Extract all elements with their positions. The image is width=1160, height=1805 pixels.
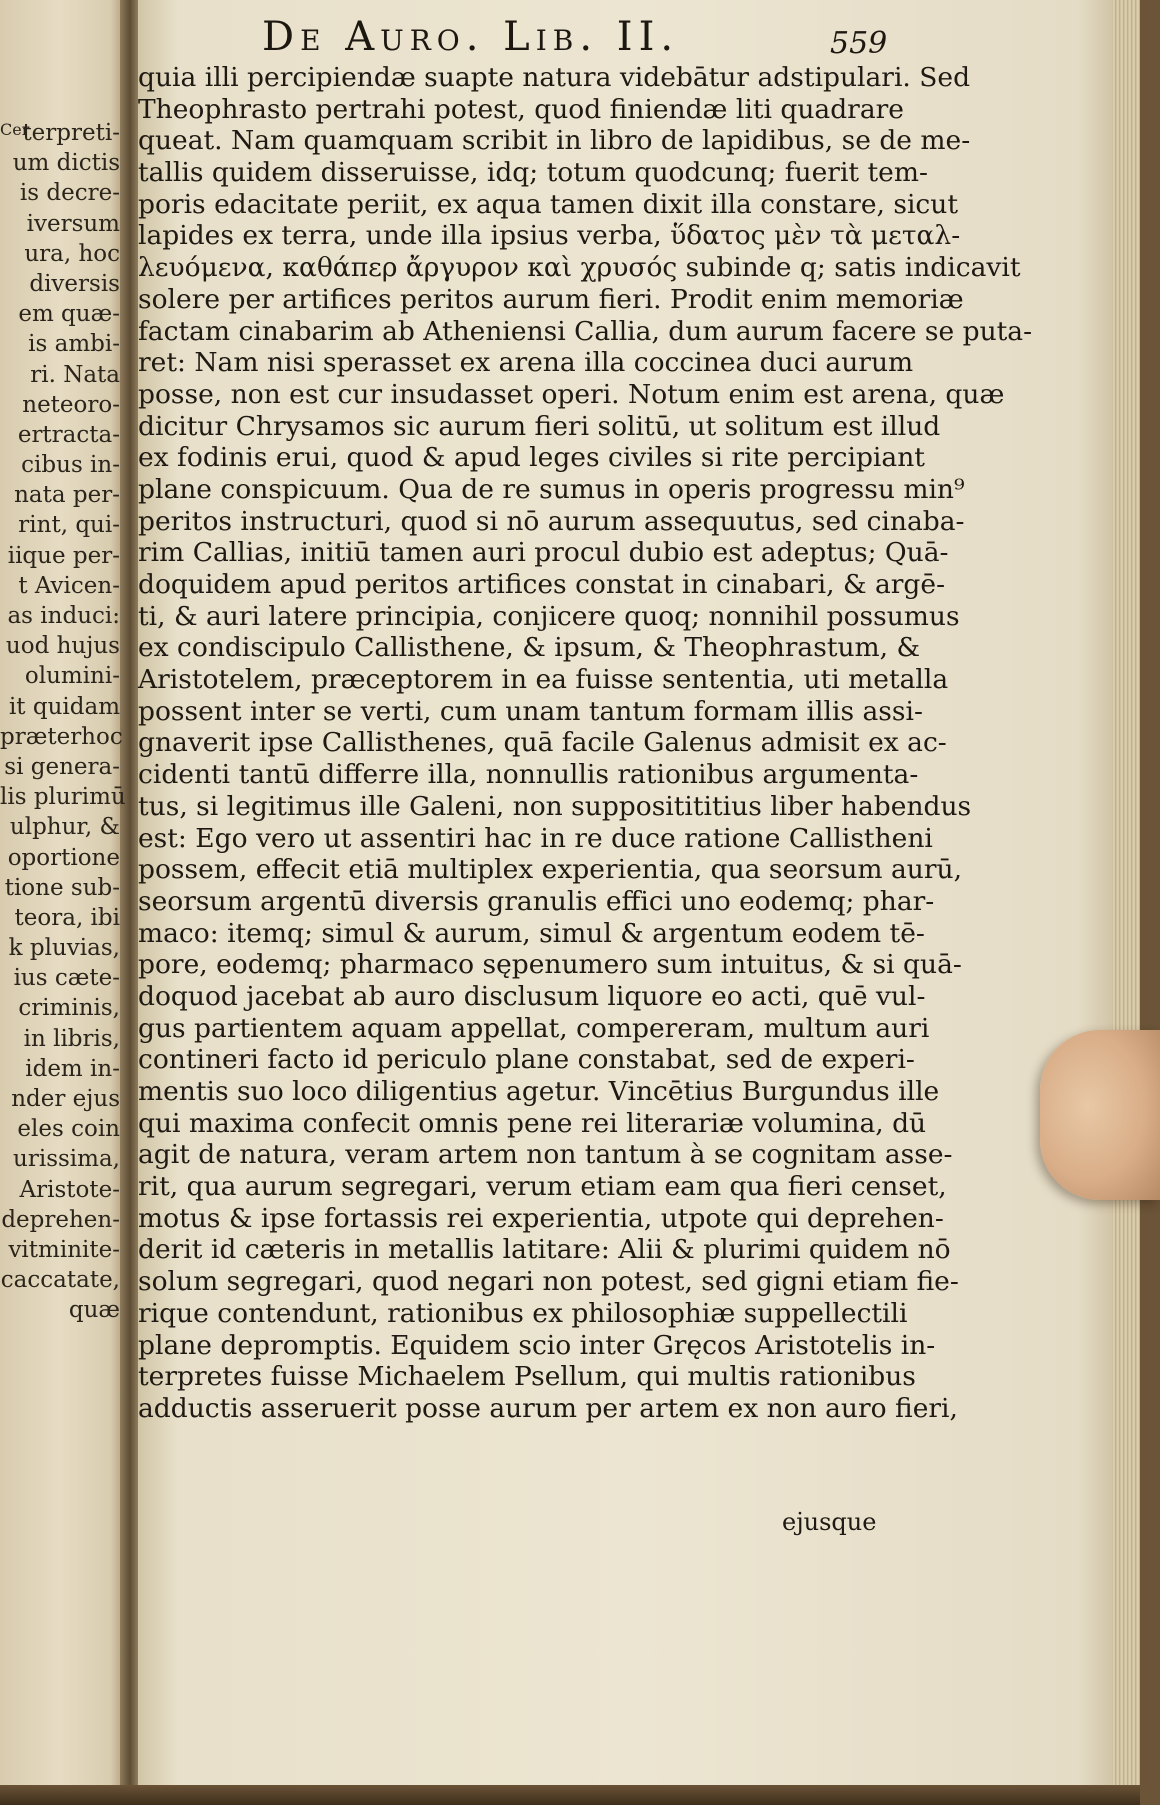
body-line: contineri facto id periculo plane constabat, sed de experi- (138, 1044, 915, 1076)
left-page-fragment: neteoro- (22, 391, 120, 418)
body-line: gnaverit ipse Callisthenes, quā facile Galenus admisit ex ac- (138, 727, 947, 759)
reader-thumb (1040, 1030, 1160, 1200)
body-line: pore, eodemq; pharmaco sępenumero sum intuitus, & si quā- (138, 949, 962, 981)
body-line: mentis suo loco diligentius agetur. Vincētius Burgundus ille (138, 1076, 940, 1107)
left-page-fragment: oportione (7, 844, 120, 871)
left-page-catch: Cer (0, 120, 30, 139)
left-page-fragment: eles coin (17, 1116, 120, 1143)
left-page-fragment: it quidam (8, 693, 120, 720)
left-page-fragment: is decre- (19, 180, 120, 207)
body-line: rique contendunt, rationibus ex philosophiæ suppellectili (138, 1297, 908, 1329)
book-bottom-edge (0, 1785, 1140, 1805)
left-page-fragment: diversis (29, 270, 120, 297)
body-line: doquod jacebat ab auro disclusum liquore eo acti, quē vul- (138, 980, 926, 1012)
left-page-fragment: iversum (26, 210, 120, 237)
body-line: plane conspicuum. Qua de re sumus in operis progressu min⁹ (138, 473, 965, 505)
left-page-fragment: si genera- (4, 753, 120, 780)
left-page-fragment: ius cæte- (13, 965, 120, 992)
body-line: cidenti tantū differre illa, nonnullis rationibus argumenta- (138, 759, 919, 791)
left-page-fragment: præterhoc (0, 723, 123, 750)
left-page-fragment: iique per- (7, 542, 120, 569)
left-page-fragment: rint, qui- (18, 512, 120, 539)
body-line: poris edacitate periit, ex aqua tamen dixit illa constare, sicut (138, 188, 958, 220)
left-page-fragment: in libris, (23, 1025, 120, 1052)
body-line: Theophrasto pertrahi potest, quod finiendæ liti quadrare (138, 93, 904, 125)
left-page-fragment: Aristote- (19, 1176, 120, 1203)
body-line: gus partientem aquam appellat, compereram, multum auri (138, 1012, 930, 1044)
left-page-fragment: nder ejus (11, 1086, 120, 1112)
body-line: est: Ego vero ut assentiri hac in re duce ratione Callistheni (138, 822, 933, 854)
body-line: rit, qua aurum segregari, verum etiam eam qua fieri censet, (138, 1171, 947, 1203)
body-line: tallis quidem disseruisse, idq; totum quodcunq; fuerit tem- (138, 157, 928, 189)
left-page-fragment: vitminite- (8, 1236, 120, 1263)
left-page-fragment: criminis, (18, 995, 120, 1022)
body-line: qui maxima confecit omnis pene rei literariæ volumina, dū (138, 1107, 927, 1139)
body-line: adductis asseruerit posse aurum per artem ex non auro fieri, (138, 1392, 958, 1424)
body-line: Aristotelem, præceptorem in ea fuisse sententia, uti metalla (138, 664, 949, 696)
body-line: solere per artifices peritos aurum fieri. Prodit enim memoriæ (138, 283, 964, 315)
body-line: λευόμενα, καθάπερ ἄργυρον καὶ χρυσός subinde q; satis indicavit (138, 252, 1021, 284)
body-line: solum segregari, quod negari non potest, sed gigni etiam fie- (138, 1266, 959, 1298)
left-page-fragment: quæ (68, 1297, 120, 1324)
body-line: possem, effecit etiā multiplex experientia, qua seorsum aurū, (138, 854, 963, 886)
body-line: ex condiscipulo Callisthene, & ipsum, & Theophrastum, & (138, 632, 921, 664)
body-line: tus, si legitimus ille Galeni, non suppositititius liber habendus (138, 790, 972, 822)
left-page-fragment: um dictis (12, 150, 120, 177)
left-page-fragment: em quæ- (18, 301, 120, 328)
left-page-fragment: is ambi- (28, 331, 120, 358)
body-line: peritos instructuri, quod si nō aurum assequutus, sed cinaba- (138, 505, 965, 537)
body-line: motus & ipse fortassis rei experientia, utpote qui deprehen- (138, 1202, 944, 1234)
body-line: possent inter se verti, cum unam tantum formam illis assi- (138, 695, 923, 727)
left-page-fragment: cibus in- (21, 452, 120, 479)
left-page-fragment: olumini- (24, 663, 120, 690)
body-line: factam cinabarim ab Atheniensi Callia, dum aurum facere se puta- (138, 315, 1033, 347)
body-line: quia illi percipiendæ suapte natura videbātur adstipulari. Sed (138, 62, 971, 93)
page-edge (1112, 0, 1140, 1805)
left-page-fragment: ulphur, & (9, 814, 120, 841)
body-line: doquidem apud peritos artifices constat in cinabari, & argē- (138, 569, 946, 600)
body-line: ex fodinis erui, quod & apud leges civiles si rite percipiant (138, 442, 925, 474)
body-line: seorsum argentū diversis granulis effici uno eodemq; phar- (138, 885, 935, 917)
body-text (138, 62, 1033, 1425)
body-line: rim Callias, initiū tamen auri procul dubio est adeptus; Quā- (138, 537, 949, 569)
body-line: plane depromptis. Equidem scio inter Gręcos Aristotelis in- (138, 1329, 936, 1361)
left-page-text-fragments (0, 118, 124, 1326)
body-line: agit de natura, veram artem non tantum à se cognitam asse- (138, 1139, 953, 1171)
running-title: De Auro. Lib. II. (262, 14, 680, 60)
left-page-fragment: deprehen- (1, 1206, 120, 1233)
left-page-fragment: uod hujus (5, 633, 120, 660)
body-line: terpretes fuisse Michaelem Psellum, qui multis rationibus (138, 1361, 916, 1393)
left-page-fragment: k pluvias, (8, 935, 120, 962)
body-line: dicitur Chrysamos sic aurum fieri solitū, ut solitum est illud (138, 410, 941, 442)
left-page-fragment: t Avicen- (18, 572, 120, 599)
left-page-fragment: ura, hoc (24, 240, 120, 267)
body-line: ret: Nam nisi sperasset ex arena illa coccinea duci aurum (138, 347, 914, 379)
body-line: derit id cæteris in metallis latitare: Alii & plurimi quidem nō (138, 1234, 951, 1266)
body-line: posse, non est cur insudasset operi. Notum enim est arena, quæ (138, 378, 1005, 410)
left-page-fragment: nata per- (14, 482, 120, 509)
left-page-fragment: idem in- (25, 1055, 120, 1082)
left-page-fragment: caccatate, (0, 1267, 120, 1294)
left-page-fragment: teora, ibi (14, 904, 120, 931)
left-page-fragment: as induci: (7, 603, 120, 629)
body-line: ti, & auri latere principia, conjicere quoq; nonnihil possumus (138, 600, 960, 632)
body-line: maco: itemq; simul & aurum, simul & argentum eodem tē- (138, 917, 925, 949)
page-number: 559 (830, 26, 888, 61)
body-line: lapides ex terra, unde illa ipsius verba, ὕδατος μὲν τὰ μεταλ- (138, 220, 961, 252)
left-page-fragment: terpreti- (22, 120, 120, 146)
catchword: ejusque (782, 1508, 877, 1536)
left-page-fragment: tione sub- (4, 874, 120, 901)
left-page-fragment: urissima, (13, 1146, 120, 1173)
left-page-fragment: ri. Nata (30, 361, 120, 388)
body-line: queat. Nam quamquam scribit in libro de lapidibus, se de me- (138, 125, 971, 157)
left-page-fragment: lis plurimū (0, 784, 126, 811)
left-page-fragment: ertracta- (17, 421, 120, 448)
